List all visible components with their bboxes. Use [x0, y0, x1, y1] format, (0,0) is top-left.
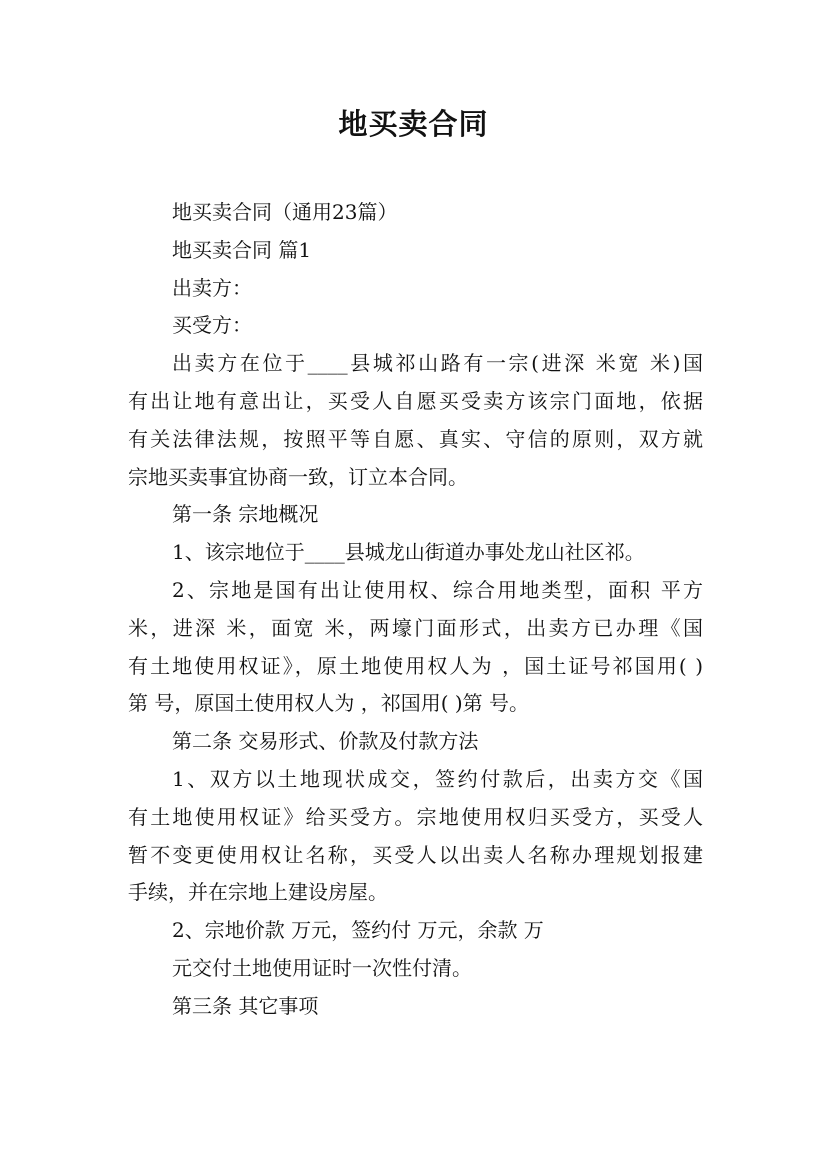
text-line: 米，进深 米，面宽 米，两壕门面形式，出卖方已办理《国: [128, 615, 703, 640]
text-line: 第三条 其它事项: [172, 993, 319, 1018]
text-line: 手续，并在宗地上建设房屋。: [128, 880, 388, 905]
text-line: 2、宗地是国有出让使用权、综合用地类型，面积 平方: [172, 577, 703, 602]
text-line: 1、双方以土地现状成交，签约付款后，出卖方交《国: [172, 766, 703, 791]
text-line: 宗地买卖事宜协商一致，订立本合同。: [128, 464, 468, 489]
text-line: 有土地使用权证》，原土地使用权人为 ，国土证号祁国用( ): [128, 653, 703, 678]
text-line: 第一条 宗地概况: [172, 502, 319, 527]
text-line: 第 号，原国土使用权人为 ，祁国用( )第 号。: [128, 691, 530, 716]
text-line: 有出让地有意出让，买受人自愿买受卖方该宗门面地，依据: [128, 388, 703, 413]
text-line: 暂不变更使用权让名称，买受人以出卖人名称办理规划报建: [128, 842, 703, 867]
text-line: 2、宗地价款 万元，签约付 万元，余款 万: [172, 918, 544, 943]
text-line: 第二条 交易形式、价款及付款方法: [172, 729, 479, 754]
text-line: 有关法律法规，按照平等自愿、真实、守信的原则，双方就: [128, 426, 703, 451]
text-line: 元交付土地使用证时一次性付清。: [172, 955, 472, 980]
text-line: 1、该宗地位于____县城龙山街道办事处龙山社区祁。: [172, 540, 645, 565]
text-line: 出卖方：: [172, 275, 252, 300]
text-line: 出卖方在位于____县城祁山路有一宗(进深 米宽 米)国: [172, 351, 703, 376]
text-line: 买受方：: [172, 313, 252, 338]
text-line: 地买卖合同 篇1: [172, 237, 312, 262]
text-line: 地买卖合同（通用23篇）: [172, 200, 398, 224]
document-title: 地买卖合同: [338, 107, 489, 141]
text-line: 有土地使用权证》给买受方。宗地使用权归买受方，买受人: [128, 804, 703, 829]
document-body: [128, 194, 703, 1026]
